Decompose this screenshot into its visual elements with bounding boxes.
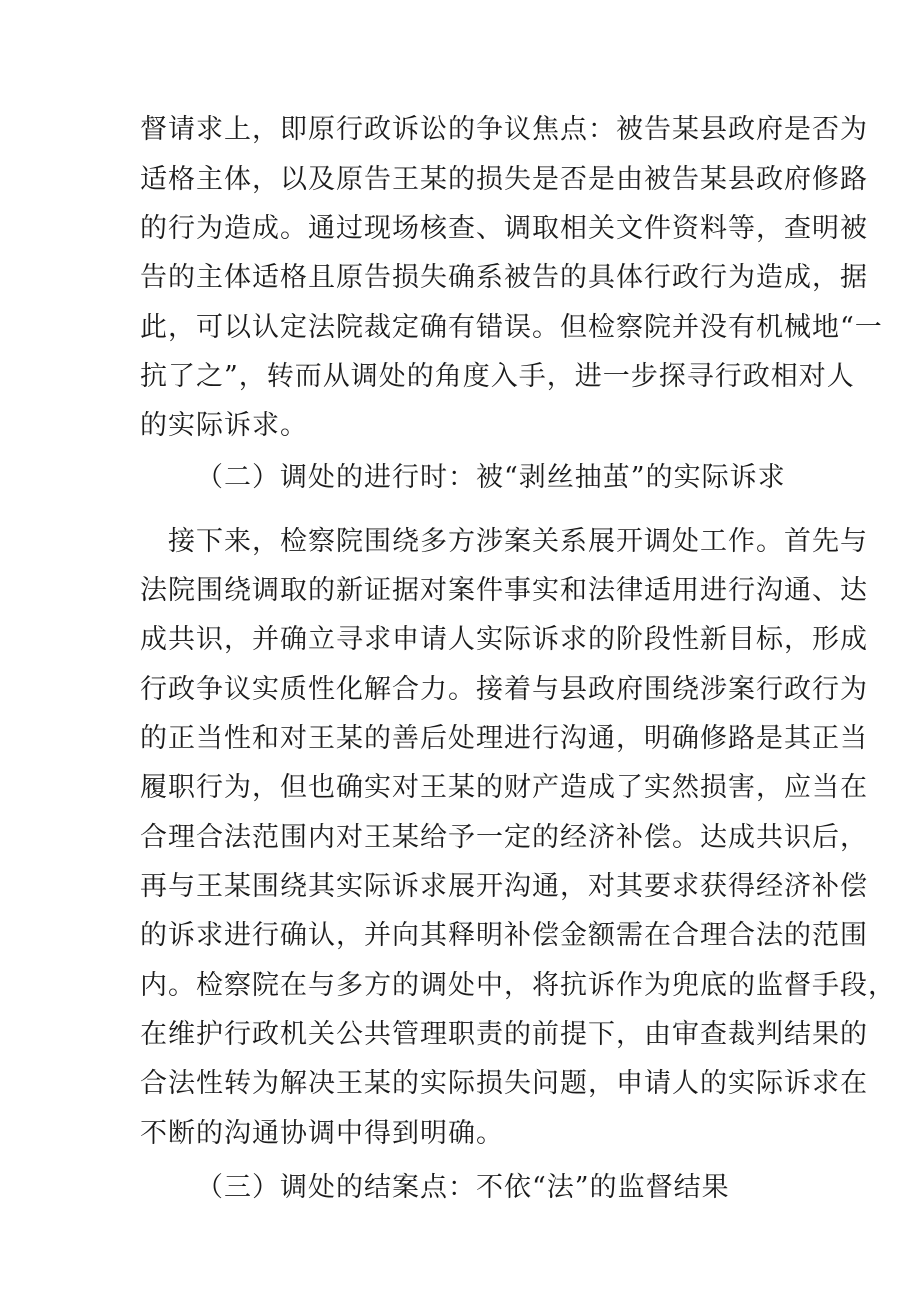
section-heading-2: （二）调处的进行时：被“剥丝抽茧”的实际诉求 — [196, 462, 786, 493]
text-line: 此，可以认定法院裁定确有错误。但检察院并没有机械地“一 — [140, 312, 883, 343]
text-line: 接下来，检察院围绕多方涉案关系展开调处工作。首先与 — [168, 526, 868, 557]
section-heading-3: （三）调处的结案点：不依“法”的监督结果 — [196, 1172, 730, 1203]
text-line: 再与王某围绕其实际诉求展开沟通，对其要求获得经济补偿 — [140, 871, 868, 902]
text-line: 在维护行政机关公共管理职责的前提下，由审查裁判结果的 — [140, 1019, 868, 1050]
text-line: 不断的沟通协调中得到明确。 — [140, 1118, 504, 1149]
text-line: 告的主体适格且原告损失确系被告的具体行政行为造成，据 — [140, 262, 868, 293]
text-line: 内。检察院在与多方的调处中，将抗诉作为兜底的监督手段， — [140, 970, 896, 1001]
text-line: 法院围绕调取的新证据对案件事实和法律适用进行沟通、达 — [140, 575, 868, 606]
text-line: 的行为造成。通过现场核查、调取相关文件资料等，查明被 — [140, 213, 868, 244]
text-line: 的正当性和对王某的善后处理进行沟通，明确修路是其正当 — [140, 723, 868, 754]
text-line: 行政争议实质性化解合力。接着与县政府围绕涉案行政行为 — [140, 674, 868, 705]
text-line: 的诉求进行确认，并向其释明补偿金额需在合理合法的范围 — [140, 920, 868, 951]
text-line: 适格主体，以及原告王某的损失是否是由被告某县政府修路 — [140, 164, 868, 195]
text-line: 履职行为，但也确实对王某的财产造成了实然损害，应当在 — [140, 772, 868, 803]
text-line: 合法性转为解决王某的实际损失问题，申请人的实际诉求在 — [140, 1068, 868, 1099]
text-line: 督请求上，即原行政诉讼的争议焦点：被告某县政府是否为 — [140, 114, 868, 145]
text-line: 成共识，并确立寻求申请人实际诉求的阶段性新目标，形成 — [140, 624, 868, 655]
text-line: 抗了之”，转而从调处的角度入手，进一步探寻行政相对人 — [140, 361, 855, 392]
text-line: 的实际诉求。 — [140, 410, 308, 441]
text-line: 合理合法范围内对王某给予一定的经济补偿。达成共识后， — [140, 822, 868, 853]
